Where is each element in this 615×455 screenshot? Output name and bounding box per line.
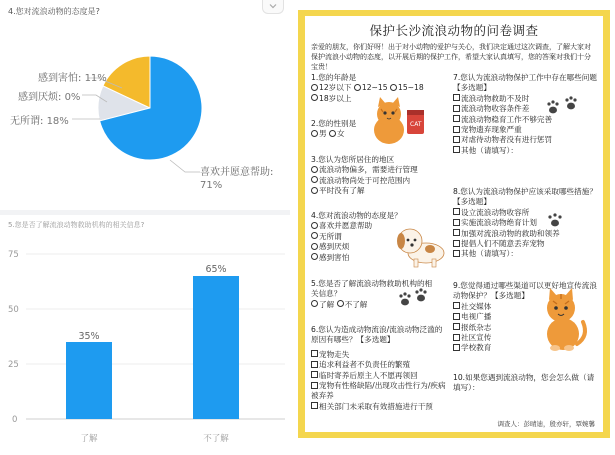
collapse-button[interactable] [262, 0, 284, 14]
y-tick-25: 25 [8, 360, 19, 370]
q6-option-4[interactable]: 宠物有性格缺陷/出现攻击性行为/疾病被弃养 [311, 381, 446, 401]
poster-intro: 亲爱的朋友，你们好呀！出于对小动物的爱护与关心，我们决定通过这次调查，了解大家对保护流浪小动物的态度，以开展后期的保护工作，希望大家认真填写，您的答案对我们十分宝贵！ [311, 43, 591, 71]
y-tick-0: 0 [12, 415, 18, 425]
q6-option-2[interactable]: 追求利益者不负责任的繁殖 [311, 360, 449, 370]
radio-circle[interactable] [329, 130, 336, 137]
q4-option-4[interactable]: 感到害怕 [311, 253, 451, 263]
checkbox[interactable] [311, 382, 318, 389]
question-5-title: 5.您是否了解流浪动物救助机构的相关信息？ [311, 279, 433, 299]
bar-chart-title: 5.您是否了解流浪动物救助机构的相关信息? [8, 221, 145, 229]
question-6-title: 6.您认为造成动物流浪/流浪动物泛滥的原因有哪些？【多选题】 [311, 325, 443, 345]
checkbox[interactable] [453, 302, 460, 309]
checkbox[interactable] [453, 146, 460, 153]
q2-option-male[interactable]: 男 [311, 129, 327, 138]
radio-circle[interactable] [337, 300, 344, 307]
bar-value-label-unaware: 65% [205, 264, 227, 275]
checkbox[interactable] [311, 371, 318, 378]
dog-illustration [390, 221, 450, 269]
q9-option-1[interactable]: 社交媒体 [453, 302, 597, 312]
checkbox[interactable] [453, 105, 460, 112]
q2-option-female[interactable]: 女 [329, 129, 345, 138]
q3-option-2[interactable]: 流浪动物尚处于可控范围内 [311, 176, 451, 186]
checkbox[interactable] [311, 350, 318, 357]
q1-option-3[interactable]: 15~18 [390, 83, 424, 92]
question-6 [311, 325, 449, 412]
q1-option-4[interactable]: 18岁以上 [311, 94, 451, 104]
q5-option-aware[interactable]: 了解 [311, 300, 334, 309]
q7-option-other[interactable]: 其他（请填写）： [453, 146, 597, 156]
question-4-title: 4.您对流浪动物的态度是？ [311, 211, 402, 220]
y-tick-75: 75 [8, 250, 19, 260]
checkbox[interactable] [453, 313, 460, 320]
checkbox[interactable] [453, 208, 460, 215]
pie-label-annoyed: 感到厌烦: 0% [18, 92, 81, 103]
bar-1 [66, 342, 112, 419]
radio-circle[interactable] [390, 84, 397, 91]
questionnaire-paper [305, 16, 603, 432]
q9-option-2[interactable]: 电视广播 [453, 312, 597, 322]
x-tick-aware: 了解 [80, 434, 98, 444]
radio-circle[interactable] [311, 243, 318, 250]
checkbox[interactable] [453, 126, 460, 133]
question-10 [453, 373, 597, 394]
q4-option-1[interactable]: 喜欢并愿意帮助 [311, 221, 451, 231]
pie-chart-title: 4.您对流浪动物的态度是? [8, 7, 100, 16]
question-9-title: 9.您觉得通过哪些渠道可以更好地宣传流浪动物保护？【多选题】 [453, 281, 597, 301]
x-tick-unaware: 不了解 [203, 434, 229, 444]
bar-chart-panel [0, 215, 290, 455]
question-1-title: 1.您的年龄是 [311, 73, 357, 82]
checkbox[interactable] [453, 94, 460, 101]
q4-option-3[interactable]: 感到厌烦 [311, 242, 451, 252]
paw-print-icon [545, 96, 579, 118]
q1-option-1[interactable]: 12岁以下 [311, 83, 351, 92]
radio-circle[interactable] [311, 187, 318, 194]
q4-option-2[interactable]: 无所谓 [311, 232, 451, 242]
q5-option-unaware[interactable]: 不了解 [337, 300, 368, 309]
radio-circle[interactable] [311, 232, 318, 239]
radio-circle[interactable] [311, 166, 318, 173]
q9-option-3[interactable]: 报纸杂志 [453, 323, 597, 333]
q8-option-2[interactable]: 实施流浪动物绝育计划 [453, 218, 597, 228]
q7-option-3[interactable]: 流浪动物稳育工作不够完善 [453, 115, 597, 125]
checkbox[interactable] [453, 229, 460, 236]
bar-2 [193, 276, 239, 419]
q9-option-4[interactable]: 社区宣传 [453, 333, 597, 343]
svg-text:CAT: CAT [410, 121, 422, 128]
q9-option-5[interactable]: 学校教育 [453, 343, 597, 353]
paw-print-icon [545, 212, 565, 228]
question-2-title: 2.您的性别是 [311, 119, 357, 128]
question-3 [311, 155, 451, 197]
radio-circle[interactable] [311, 222, 318, 229]
q8-option-4[interactable]: 提倡人们不随意丢弃宠物 [453, 239, 597, 249]
checkbox[interactable] [453, 250, 460, 257]
question-8-title: 8.您认为流浪动物保护应该采取哪些措施？【多选题】 [453, 187, 597, 207]
q7-option-2[interactable]: 流浪动物收容条件差 [453, 104, 597, 114]
q8-option-1[interactable]: 设立流浪动物收容所 [453, 208, 597, 218]
poster-footer-credits: 调查人：彭晴迪，殷亦轩，覃婉馨 [497, 420, 595, 428]
questionnaire-poster [298, 10, 610, 438]
radio-circle[interactable] [311, 253, 318, 260]
radio-circle[interactable] [311, 176, 318, 183]
q6-option-1[interactable]: 宠物走失 [311, 350, 449, 360]
paw-print-icon [397, 288, 429, 310]
q7-option-1[interactable]: 流浪动物救助不及时 [453, 94, 597, 104]
sitting-cat-illustration [533, 286, 593, 352]
q6-option-3[interactable]: 临时寄养后原主人不愿再领回 [311, 371, 449, 381]
q3-option-3[interactable]: 平时没有了解 [311, 186, 451, 196]
question-8 [453, 187, 597, 260]
radio-circle[interactable] [311, 130, 318, 137]
q7-option-4[interactable]: 宠物遗弃现象严重 [453, 125, 597, 135]
pie-label-like-help: 喜欢并愿意帮助: 71% [200, 167, 274, 191]
q6-option-5[interactable]: 相关部门未采取有效措施进行干预 [311, 402, 449, 412]
bar-chart [0, 215, 290, 455]
radio-circle[interactable] [311, 84, 318, 91]
radio-circle[interactable] [354, 84, 361, 91]
q1-option-2[interactable]: 12~15 [354, 83, 388, 92]
poster-title: 保护长沙流浪动物的问卷调查 [369, 23, 539, 38]
checkbox[interactable] [453, 323, 460, 330]
checkbox[interactable] [453, 240, 460, 247]
checkbox[interactable] [453, 115, 460, 122]
checkbox[interactable] [453, 344, 460, 351]
radio-circle[interactable] [311, 94, 318, 101]
checkbox[interactable] [311, 361, 318, 368]
checkbox[interactable] [453, 334, 460, 341]
q8-option-3[interactable]: 加强对流浪动物的救助和领养 [453, 229, 597, 239]
checkbox[interactable] [311, 402, 318, 409]
y-tick-50: 50 [8, 305, 19, 315]
checkbox[interactable] [453, 136, 460, 143]
q8-option-other[interactable]: 其他（请填写）： [453, 249, 597, 259]
question-10-title: 10.如果您遇到流浪动物，您会怎么做（请填写）： [453, 373, 595, 393]
q3-option-1[interactable]: 流浪动物偏多，需要进行管理 [311, 165, 451, 175]
pie-label-indifferent: 无所谓: 18% [10, 116, 69, 127]
cat-with-food-illustration [367, 96, 437, 148]
q7-option-5[interactable]: 对虐待动物者没有进行惩罚 [453, 135, 597, 145]
pie-chart-panel [0, 0, 290, 205]
bar-value-label-aware: 35% [78, 331, 100, 342]
question-7-title: 7.您认为流浪动物保护工作中存在哪些问题 【多选题】 [453, 73, 597, 93]
checkbox[interactable] [453, 219, 460, 226]
chevron-down-icon [268, 2, 278, 10]
question-3-title: 3.您认为您所居住的地区 [311, 155, 395, 164]
pie-label-afraid: 感到害怕: 11% [38, 73, 107, 84]
radio-circle[interactable] [311, 300, 318, 307]
